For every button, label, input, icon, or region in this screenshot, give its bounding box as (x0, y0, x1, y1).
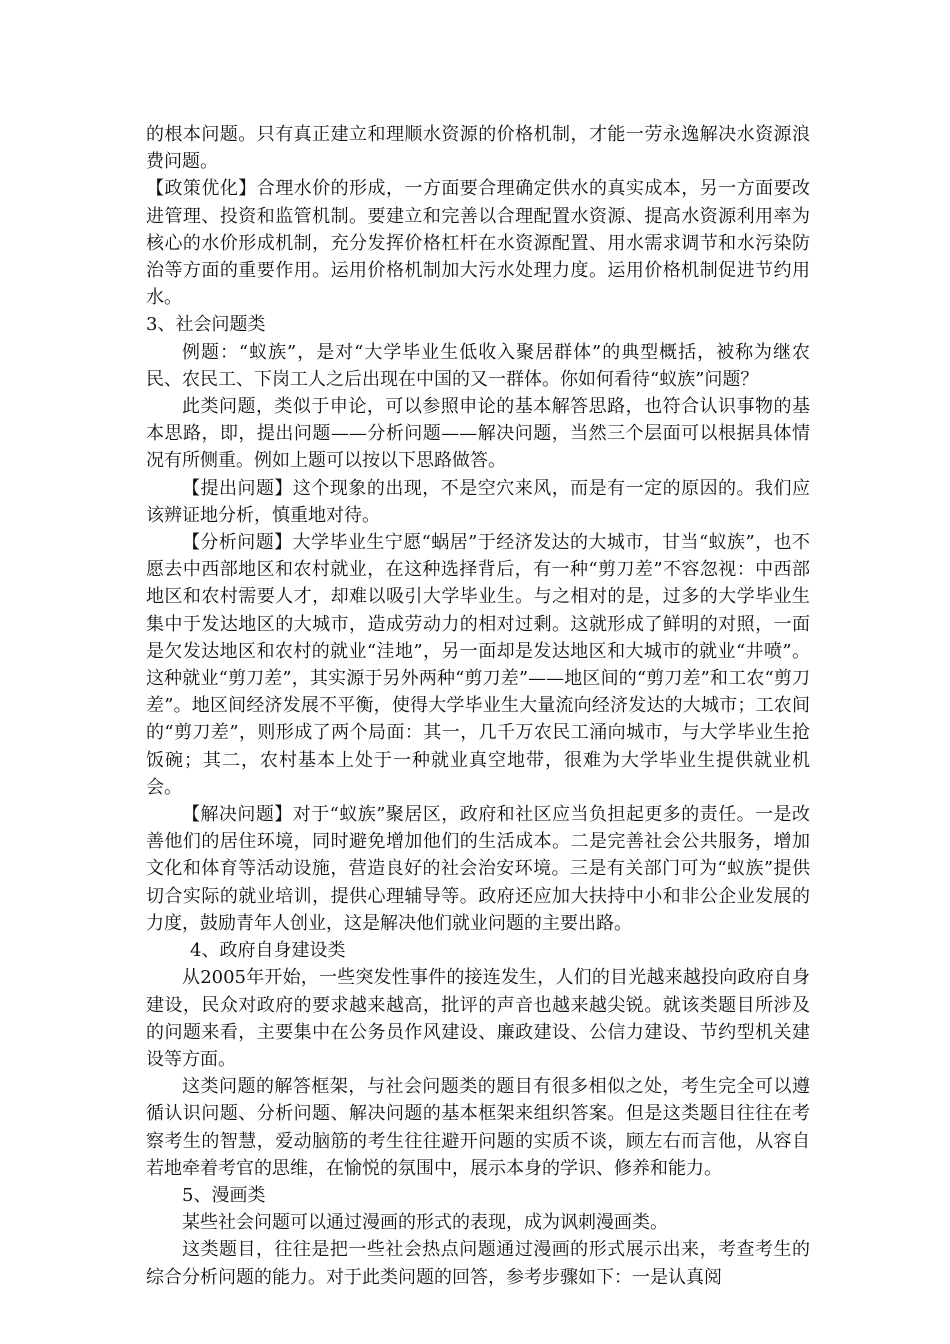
paragraph: 【解决问题】对于“蚁族”聚居区，政府和社区应当负担起更多的责任。一是改善他们的居住环境，同时避免增加他们的生活成本。二是完善社会公共服务，增加文化和体育等活动设施，营造良好的社会治安环境。三是有关部门可为“蚁族”提供切合实际的就业培训，提供心理辅导等。政府还应加大扶持中小和非公企业发展的力度，鼓励青年人创业，这是解决他们就业问题的主要出路。 (146, 804, 810, 934)
section-heading: 3、社会问题类 (146, 314, 266, 336)
paragraph: 的根本问题。只有真正建立和理顺水资源的价格机制，才能一劳永逸解决水资源浪费问题。 (146, 124, 810, 173)
section-heading: 5、漫画类 (182, 1184, 266, 1206)
paragraph: 【政策优化】合理水价的形成，一方面要合理确定供水的真实成本，另一方面要改进管理、投资和监管机制。要建立和完善以合理配置水资源、提高水资源利用率为核心的水价形成机制，充分发挥价格杠杆在水资源配置、用水需求调节和水污染防治等方面的重要作用。运用价格机制加大污水处理力度。运用价格机制促进节约用水。 (146, 178, 810, 309)
document-body (146, 121, 810, 1291)
paragraph: 某些社会问题可以通过漫画的形式的表现，成为讽刺漫画类。 (182, 1212, 668, 1234)
paragraph: 例题：“蚁族”，是对“大学毕业生低收入聚居群体”的典型概括，被称为继农民、农民工、下岗工人之后出现在中国的又一群体。你如何看待“蚁族”问题？ (146, 341, 810, 390)
paragraph: 【提出问题】这个现象的出现，不是空穴来风，而是有一定的原因的。我们应该辨证地分析，慎重地对待。 (146, 477, 810, 526)
paragraph: 【分析问题】大学毕业生宁愿“蜗居”于经济发达的大城市，甘当“蚁族”，也不愿去中西部地区和农村就业，在这种选择背后，有一种“剪刀差”不容忽视：中西部地区和农村需要人才，却难以吸引大学毕业生。与之相对的是，过多的大学毕业生集中于发达地区的大城市，造成劳动力的相对过剩。这就形成了鲜明的对照，一面是欠发达地区和农村的就业“洼地”，另一面却是发达地区和大城市的就业“井喷”。这种就业“剪刀差”，其实源于另外两种“剪刀差”——地区间的“剪刀差”和工农“剪刀差”。地区间经济发展不平衡，使得大学毕业生大量流向经济发达的大城市；工农间的“剪刀差”，则形成了两个局面：其一，几千万农民工涌向城市，与大学毕业生抢饭碗；其二，农村基本上处于一种就业真空地带，很难为大学毕业生提供就业机会。 (146, 532, 810, 798)
paragraph: 从2005年开始，一些突发性事件的接连发生，人们的目光越来越投向政府自身建设，民众对政府的要求越来越高，批评的声音也越来越尖锐。就该类题目所涉及的问题来看，主要集中在公务员作风建设、廉政建设、公信力建设、节约型机关建设等方面。 (146, 967, 810, 1070)
paragraph: 这类问题的解答框架，与社会问题类的题目有很多相似之处，考生完全可以遵循认识问题、分析问题、解决问题的基本框架来组织答案。但是这类题目往往在考察考生的智慧，爱动脑筋的考生往往避开问题的实质不谈，顾左右而言他，从容自若地牵着考官的思维，在愉悦的氛围中，展示本身的学识、修养和能力。 (146, 1076, 810, 1179)
paragraph: 这类题目，往往是把一些社会热点问题通过漫画的形式展示出来，考查考生的综合分析问题的能力。对于此类问题的回答，参考步骤如下：一是认真阅 (146, 1239, 810, 1288)
paragraph: 此类问题，类似于申论，可以参照申论的基本解答思路，也符合认识事物的基本思路，即，提出问题——分析问题——解决问题，当然三个层面可以根据具体情况有所侧重。例如上题可以按以下思路做答。 (146, 396, 810, 472)
section-heading: 4、政府自身建设类 (190, 940, 346, 962)
